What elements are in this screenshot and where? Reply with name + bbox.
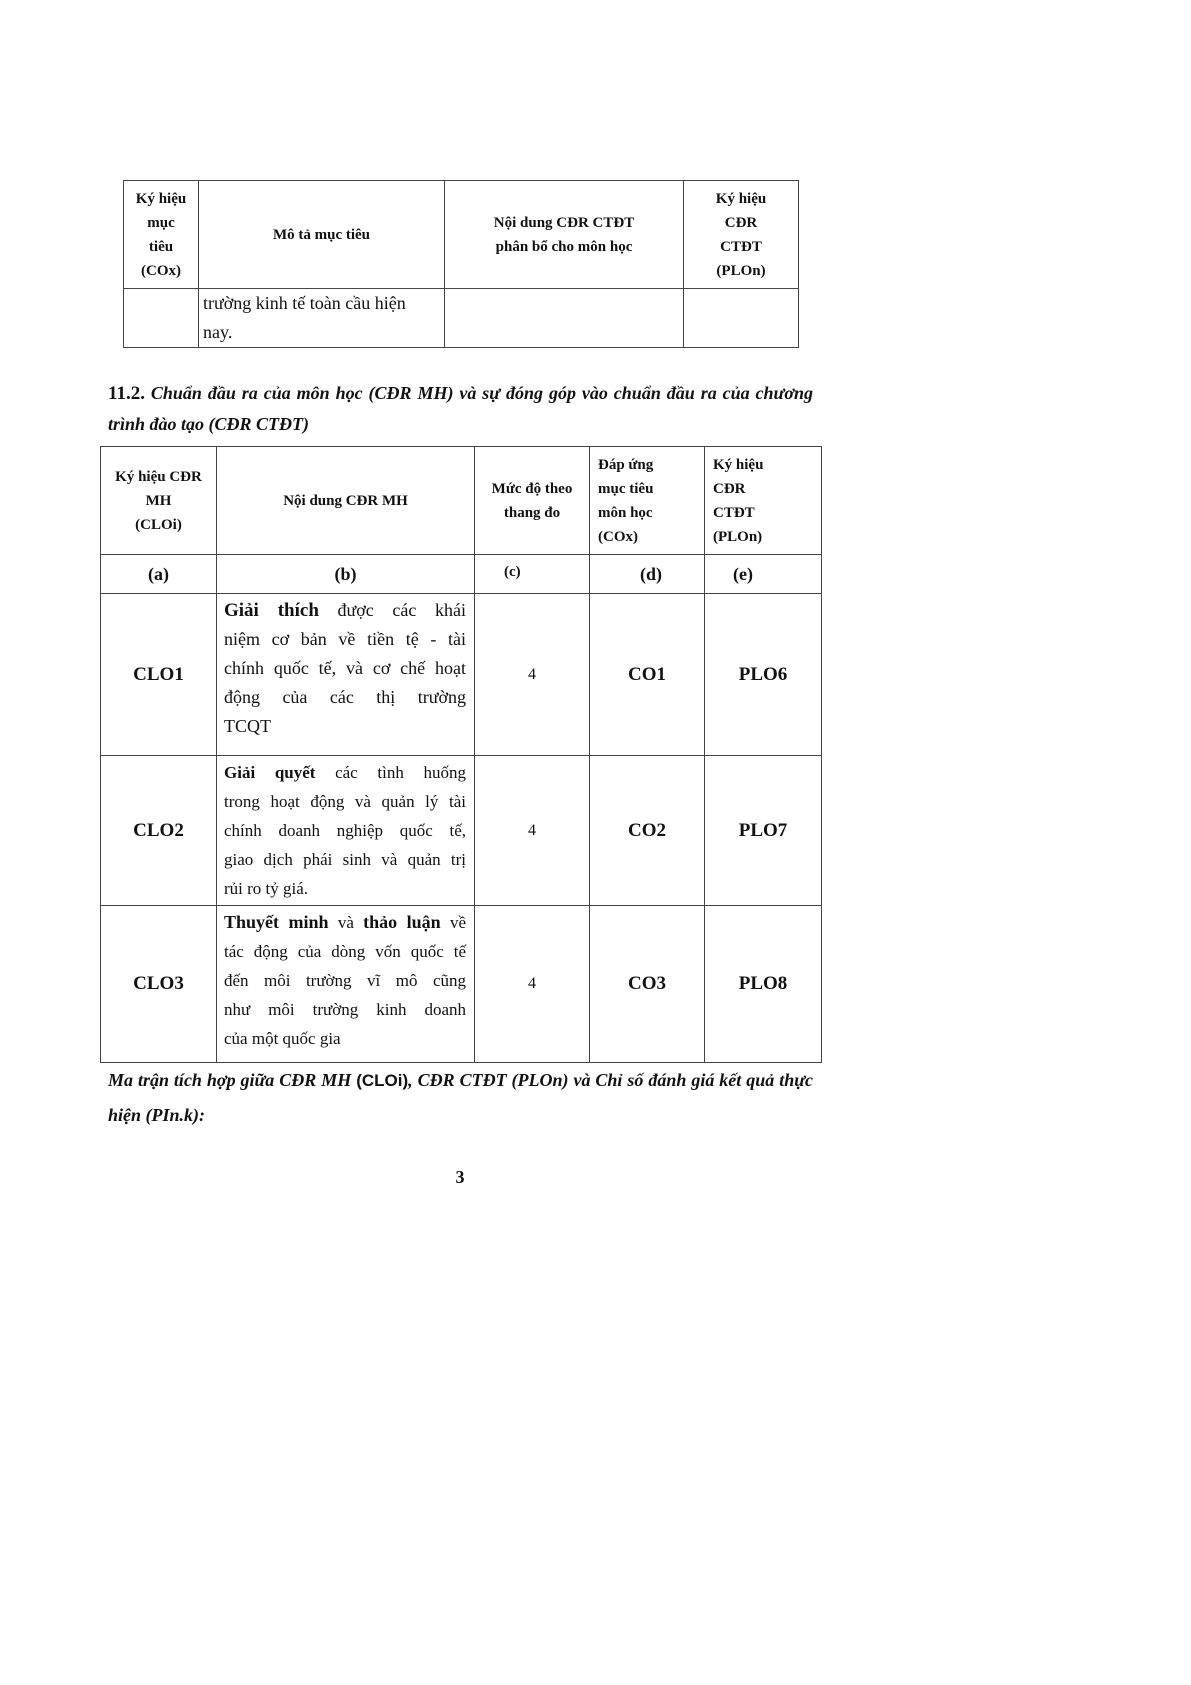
- header-objective-code: Ký hiệu mục tiêu (COx): [124, 181, 199, 289]
- header-course-objective: Đáp ứng mục tiêu môn học (COx): [590, 447, 705, 555]
- section-title: Chuẩn đầu ra của môn học (CĐR MH) và sự đóng góp vào chuẩn đầu ra của chương trình đào tạo (CĐR CTĐT): [108, 383, 814, 434]
- header-level: Mức độ theo thang đo: [475, 447, 590, 555]
- clo-code: CLO3: [101, 906, 217, 1063]
- objective-description-cell: trường kinh tế toàn cầu hiện nay.: [199, 289, 445, 348]
- page-number: 3: [455, 1167, 465, 1187]
- plo-code: PLO6: [705, 594, 822, 756]
- table-row: [101, 906, 822, 1063]
- header-plo-code: Ký hiệu CĐR CTĐT (PLOn): [684, 181, 799, 289]
- clo-content: Thuyết minh và thảo luận về tác động của dòng vốn quốc tế đến môi trường vĩ mô cũng như môi trường kinh doanh của một quốc gia: [217, 906, 475, 1063]
- matrix-caption: Ma trận tích hợp giữa CĐR MH (CLOi), CĐR CTĐT (PLOn) và Chỉ số đánh giá kết quả thực hiện (PIn.k):: [108, 1070, 813, 1125]
- clo-code: CLO1: [101, 594, 217, 756]
- clo-code: CLO2: [101, 756, 217, 906]
- letter-b: (b): [217, 555, 475, 594]
- table-row: [101, 594, 822, 756]
- plo-cell: [684, 289, 799, 348]
- header-objective-description: Mô tả mục tiêu: [199, 181, 445, 289]
- header-clo-content: Nội dung CĐR MH: [217, 447, 475, 555]
- table-row: [101, 756, 822, 906]
- program-outcome-cell: [445, 289, 684, 348]
- level-value: 4: [475, 594, 590, 756]
- course-outcomes-table: [100, 446, 822, 1063]
- letter-a: (a): [101, 555, 217, 594]
- objectives-table: [123, 180, 799, 348]
- section-number: 11.2.: [108, 383, 145, 404]
- letter-c: (c): [475, 555, 590, 594]
- co-code: CO1: [590, 594, 705, 756]
- plo-code: PLO8: [705, 906, 822, 1063]
- table-row: [124, 289, 799, 348]
- co-code: CO3: [590, 906, 705, 1063]
- objective-code-cell: [124, 289, 199, 348]
- letters-row: [101, 555, 822, 594]
- letter-d: (d): [590, 555, 705, 594]
- header-clo-code: Ký hiệu CĐR MH (CLOi): [101, 447, 217, 555]
- level-value: 4: [475, 756, 590, 906]
- letter-e: (e): [705, 555, 822, 594]
- header-program-outcome-content: Nội dung CĐR CTĐT phân bổ cho môn học: [445, 181, 684, 289]
- co-code: CO2: [590, 756, 705, 906]
- header-plo-code: Ký hiệu CĐR CTĐT (PLOn): [705, 447, 822, 555]
- clo-content: Giải quyết các tình huống trong hoạt động và quản lý tài chính doanh nghiệp quốc tế, giao dịch phái sinh và quản trị rủi ro tỷ giá.: [217, 756, 475, 906]
- plo-code: PLO7: [705, 756, 822, 906]
- level-value: 4: [475, 906, 590, 1063]
- section-heading: [108, 378, 813, 439]
- clo-content: Giải thích được các khái niệm cơ bản về tiền tệ - tài chính quốc tế, và cơ chế hoạt động của các thị trường TCQT: [217, 594, 475, 756]
